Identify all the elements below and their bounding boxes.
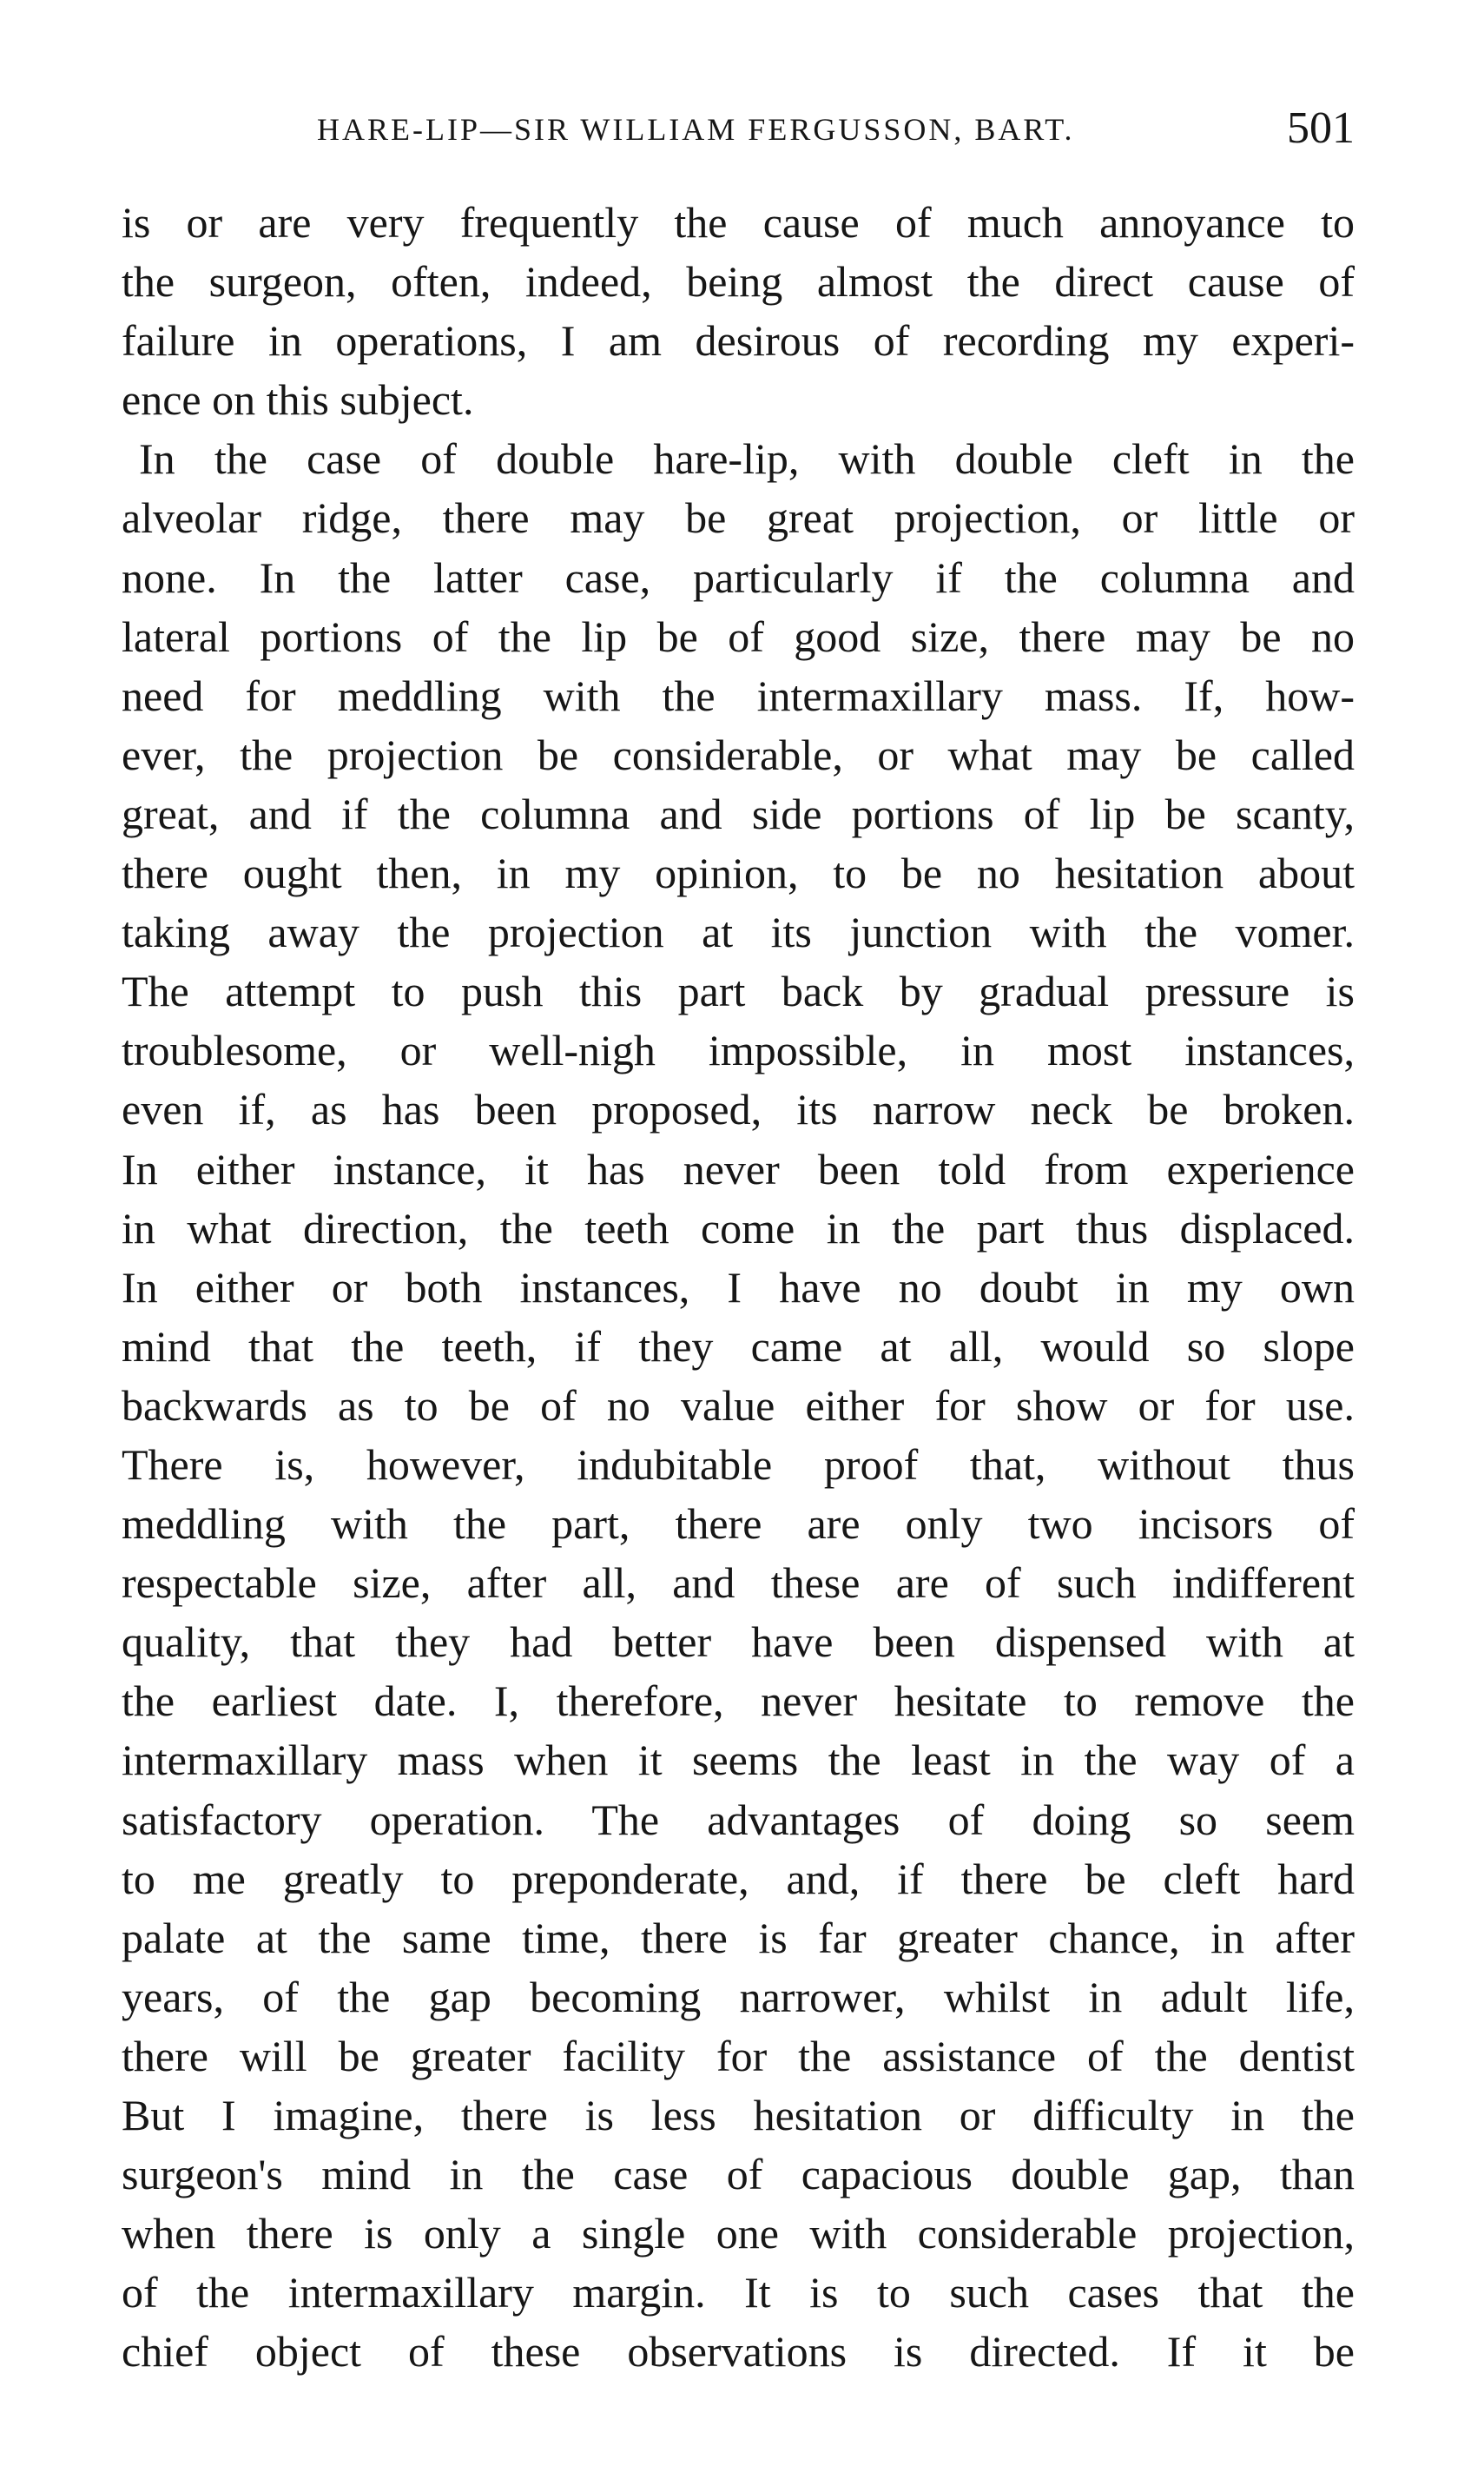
text-line: of the intermaxillary margin. It is to such cases that the — [122, 2268, 1355, 2317]
text-line: mind that the teeth, if they came at all, would so slope — [122, 1321, 1355, 1371]
page-number: 501 — [1287, 103, 1355, 153]
text-line: chief object of these observations is directed. If it be — [122, 2327, 1355, 2377]
text-line: In the case of double hare-lip, with double cleft in the — [139, 434, 1355, 484]
text-line: the earliest date. I, therefore, never hesitate to remove the — [122, 1676, 1355, 1726]
text-line: The attempt to push this part back by gradual pressure is — [122, 967, 1355, 1016]
text-line: there ought then, in my opinion, to be no hesitation about — [122, 849, 1355, 898]
text-line: is or are very frequently the cause of much annoyance to — [122, 198, 1355, 247]
text-line: There is, however, indubitable proof that, without thus — [122, 1439, 1355, 1489]
text-line: failure in operations, I am desirous of recording my experi- — [122, 316, 1355, 366]
text-line: even if, as has been proposed, its narrow neck be broken. — [122, 1085, 1355, 1134]
text-line: palate at the same time, there is far greater chance, in after — [122, 1913, 1355, 1962]
text-line: years, of the gap becoming narrower, whilst in adult life, — [122, 1972, 1355, 2021]
text-line: meddling with the part, there are only two incisors of — [122, 1499, 1355, 1549]
text-line: surgeon's mind in the case of capacious double gap, than — [122, 2150, 1355, 2199]
text-line: quality, that they had better have been dispensed with at — [122, 1617, 1355, 1667]
text-line: satisfactory operation. The advantages of doing so seem — [122, 1795, 1355, 1844]
running-head — [122, 102, 1355, 163]
text-line: ever, the projection be considerable, or what may be called — [122, 730, 1355, 779]
running-title: HARE-LIP—SIR WILLIAM FERGUSSON, BART. — [317, 112, 1075, 147]
text-line: there will be greater facility for the assistance of the dentist — [122, 2031, 1355, 2080]
text-line: when there is only a single one with considerable projection, — [122, 2209, 1355, 2258]
text-line: troublesome, or well-nigh impossible, in most instances, — [122, 1026, 1355, 1075]
text-line: need for meddling with the intermaxillary mass. If, how- — [122, 671, 1355, 720]
text-line: ence on this subject. — [122, 375, 474, 425]
text-line: But I imagine, there is less hesitation or difficulty in the — [122, 2091, 1355, 2139]
text-line: none. In the latter case, particularly if the columna and — [122, 552, 1355, 602]
text-line: the surgeon, often, indeed, being almost the direct cause of — [122, 257, 1355, 307]
text-line: respectable size, after all, and these are of such indifferent — [122, 1558, 1355, 1608]
text-line: lateral portions of the lip be of good size, there may be no — [122, 612, 1355, 661]
text-line: backwards as to be of no value either for show or for use. — [122, 1380, 1355, 1430]
text-line: In either instance, it has never been told from experience — [122, 1144, 1355, 1193]
text-line: in what direction, the teeth come in the part thus displaced. — [122, 1203, 1355, 1253]
text-line: intermaxillary mass when it seems the least in the way of a — [122, 1735, 1355, 1785]
text-line: great, and if the columna and side portions of lip be scanty, — [122, 789, 1355, 838]
body-text — [122, 193, 1355, 2381]
text-line: to me greatly to preponderate, and, if there be cleft hard — [122, 1854, 1355, 1903]
text-line: taking away the projection at its junction with the vomer. — [122, 908, 1355, 957]
text-line: alveolar ridge, there may be great projection, or little or — [122, 493, 1355, 543]
text-line: In either or both instances, I have no doubt in my own — [122, 1262, 1355, 1312]
